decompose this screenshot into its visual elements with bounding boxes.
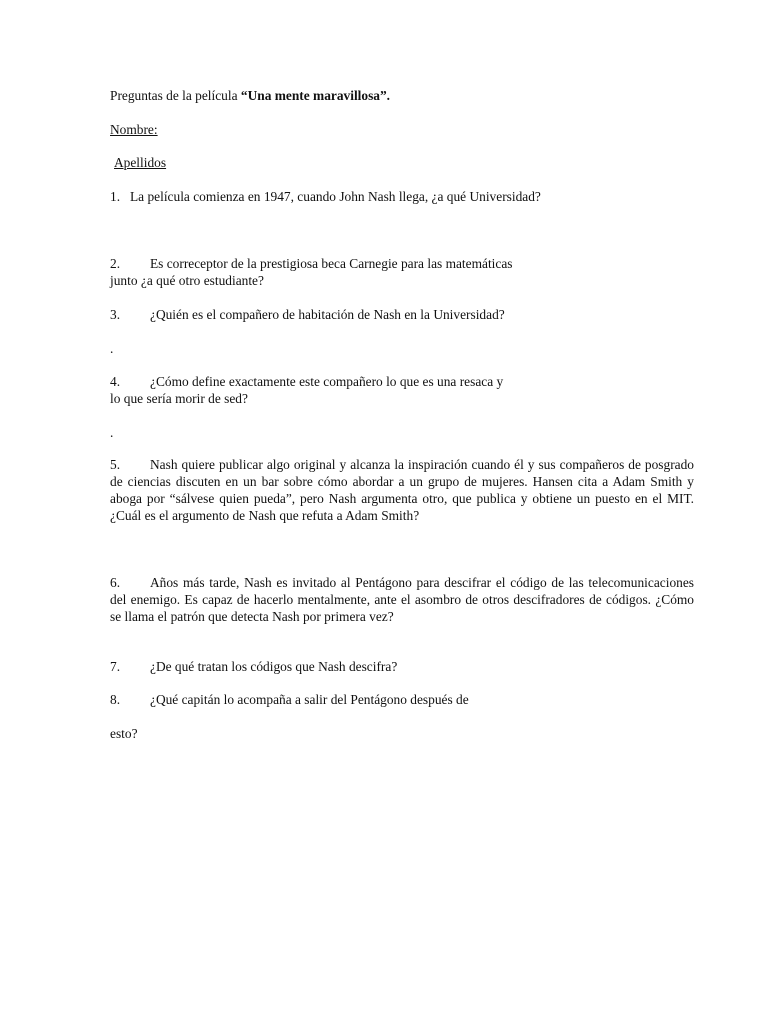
question-1: 1. La película comienza en 1947, cuando John Nash llega, ¿a qué Universidad? xyxy=(110,189,541,204)
answer-3-mark: . xyxy=(110,341,114,356)
surname-field-label: Apellidos xyxy=(114,155,167,170)
name-field-label: Nombre: xyxy=(110,122,158,137)
question-3: 3. ¿Quién es el compañero de habitación de Nash en la Universidad? xyxy=(110,307,505,322)
question-2: 2. Es correceptor de la prestigiosa beca Carnegie para las matemáticas junto ¿a qué otro estudiante? xyxy=(110,256,513,288)
question-5: 5. Nash quiere publicar algo original y alcanza la inspiración cuando él y sus compañeros de posgrado de ciencias discuten en un bar sobre cómo abordar a un grupo de mujeres. Hansen cita a Adam Smith y aboga por “sálvese quien pueda”, pero Nash argumenta otro, que publica y obtiene un puesto en el MIT. ¿Cuál es el argumento de Nash que refuta a Adam Smith? xyxy=(110,457,694,523)
question-8: 8. ¿Qué capitán lo acompaña a salir del Pentágono después de xyxy=(110,692,469,707)
title-prefix: Preguntas de la película xyxy=(110,88,241,103)
question-6: 6. Años más tarde, Nash es invitado al Pentágono para descifrar el código de las telecomunicaciones del enemigo. Es capaz de hacerlo mentalmente, ante el asombro de otros descifradores de códigos. ¿Cómo se llama el patrón que detecta Nash por primera vez? xyxy=(110,575,694,624)
film-title: “Una mente maravillosa”. xyxy=(240,88,391,103)
answer-4-mark: . xyxy=(110,425,114,440)
question-7: 7. ¿De qué tratan los códigos que Nash descifra? xyxy=(110,659,398,674)
document-title xyxy=(110,87,694,104)
question-4: 4. ¿Cómo define exactamente este compañero lo que es una resaca y lo que sería morir de sed? xyxy=(110,374,504,406)
question-8-continuation: esto? xyxy=(110,726,138,741)
